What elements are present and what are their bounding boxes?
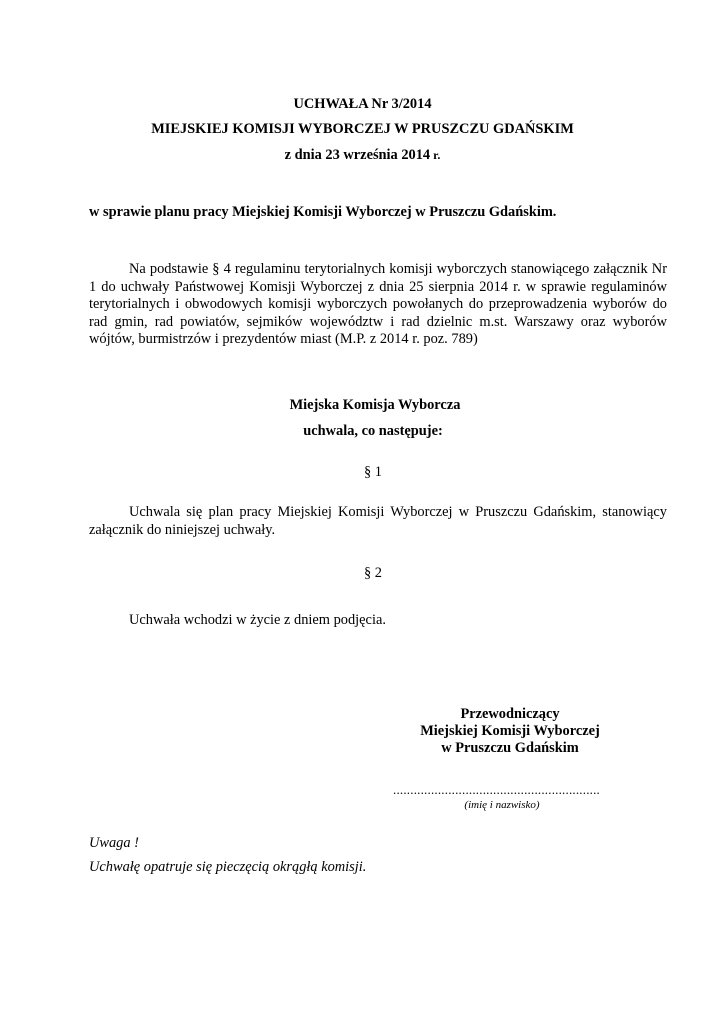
paragraph-2-symbol: § 2 xyxy=(364,565,382,581)
signature-line: ............................................................ xyxy=(393,782,600,797)
signature-caption: (imię i nazwisko) xyxy=(464,799,540,811)
paragraph-1-text: Uchwala się plan pracy Miejskiej Komisji Wyborczej w Pruszczu Gdańskim, stanowiący załącznik do niniejszej uchwały. xyxy=(89,504,667,538)
paragraph-2-text: Uchwała wchodzi w życie z dniem podjęcia. xyxy=(129,612,386,628)
signature-title: Przewodniczący xyxy=(460,706,560,722)
legal-basis-paragraph: Na podstawie § 4 regulaminu terytorialnych komisji wyborczych stanowiącego załącznik Nr 1 do uchwały Państwowej Komisji Wyborczej z dnia 25 sierpnia 2014 r. w sprawie regulaminów terytorialnych i obwodowych komisji wyborczych powołanych do przeprowadzenia wyborów do rad gmin, rad powiatów, sejmików województw i rad dzielnic m.st. Warszawy oraz wyborów wójtów, burmistrzów i prezydentów miast (M.P. z 2014 r. poz. 789) xyxy=(89,261,667,347)
resolution-subject: w sprawie planu pracy Miejskiej Komisji Wyborczej w Pruszczu Gdańskim. xyxy=(89,204,557,220)
resolution-number: UCHWAŁA Nr 3/2014 xyxy=(293,96,432,112)
note-text: Uchwałę opatruje się pieczęcią okrągłą komisji. xyxy=(89,859,367,875)
signature-block xyxy=(395,706,625,757)
paragraph-1-symbol: § 1 xyxy=(364,464,382,480)
signature-location: w Pruszczu Gdańskim xyxy=(441,740,579,756)
resolution-date xyxy=(0,147,725,164)
resolving-body-statement: uchwala, co następuje: xyxy=(303,423,443,439)
note-title: Uwaga ! xyxy=(89,835,139,851)
signature-commission: Miejskiej Komisji Wyborczej xyxy=(420,723,600,739)
resolution-date-suffix: r. xyxy=(430,148,441,162)
resolution-date-main: z dnia 23 września 2014 xyxy=(284,147,431,163)
commission-name-heading: MIEJSKIEJ KOMISJI WYBORCZEJ W PRUSZCZU GDAŃSKIM xyxy=(151,121,574,137)
resolving-body-name: Miejska Komisja Wyborcza xyxy=(289,397,461,413)
